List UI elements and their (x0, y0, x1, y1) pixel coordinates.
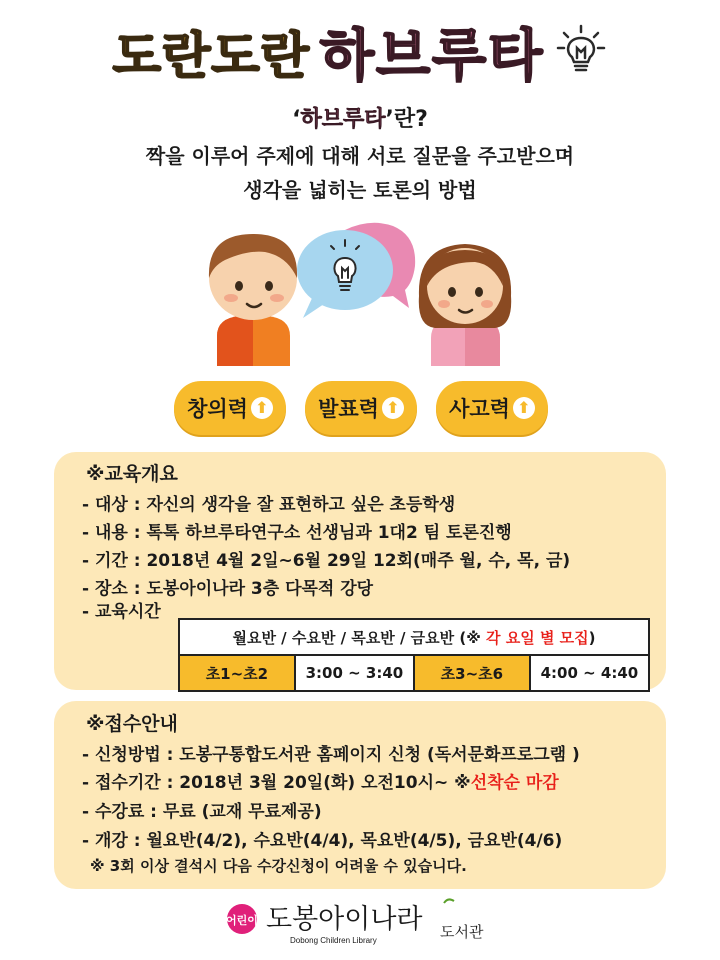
boy-figure (209, 234, 297, 366)
arrow-up-icon: ⬆ (251, 397, 273, 419)
illustration (195, 216, 525, 370)
arrow-up-icon: ⬆ (382, 397, 404, 419)
badge-label: 발표력 (318, 397, 379, 421)
leaf-icon (444, 899, 454, 903)
definition-line-2: 생각을 넓히는 토론의 방법 (243, 178, 477, 202)
girl-figure (419, 244, 511, 366)
badge-creativity (174, 381, 286, 435)
registration-title: ※접수안내 (86, 713, 178, 735)
definition-term: 하브루타 (300, 107, 386, 132)
table-row (179, 619, 649, 655)
registration-period: - 접수기간 : 2018년 3월 20일(화) 오전10시~ ※선착순 마감 (82, 773, 559, 793)
overview-content: - 내용 : 톡톡 하브루타연구소 선생님과 1대2 팀 토론진행 (82, 523, 512, 543)
absence-note: ※ 3회 이상 결석시 다음 수강신청이 어려울 수 있습니다. (90, 857, 467, 875)
registration-fee: - 수강료 : 무료 (교재 무료제공) (82, 802, 322, 822)
definition-question (0, 102, 720, 133)
speech-bubbles (297, 223, 415, 318)
table-cell: 3:00 ~ 3:40 (295, 655, 414, 691)
overview-time-label: - 교육시간 (82, 602, 161, 622)
first-come-note: 선착순 마감 (470, 773, 559, 793)
badge-presentation (305, 381, 417, 435)
definition-line-1: 짝을 이루어 주제에 대해 서로 질문을 주고받으며 (145, 144, 575, 168)
table-header: 월요반 / 수요반 / 목요반 / 금요반 (※ 각 요일 별 모집) (179, 619, 649, 655)
overview-place: - 장소 : 도봉아이나라 3층 다목적 강당 (82, 579, 374, 599)
quote-open: ‘ (292, 107, 301, 132)
library-suffix: 도서관 (440, 923, 484, 941)
title-part-1: 도란도란 (112, 27, 310, 85)
poster-title (0, 12, 720, 92)
table-cell: 4:00 ~ 4:40 (530, 655, 649, 691)
registration-opening: - 개강 : 월요반(4/2), 수요반(4/4), 목요반(4/5), 금요반(4/6) (82, 831, 563, 851)
arrow-up-icon: ⬆ (513, 397, 535, 419)
badge-label: 창의력 (187, 397, 248, 421)
overview-target: - 대상 : 자신의 생각을 잘 표현하고 싶은 초등학생 (82, 495, 456, 515)
overview-period: - 기간 : 2018년 4월 2일~6월 29일 12회(매주 월, 수, 목, 금) (82, 551, 571, 571)
badge-label: 사고력 (449, 397, 510, 421)
library-name: 도봉아이나라 (266, 904, 423, 935)
emblem-text: 어린이 (226, 914, 258, 927)
table-cell: 초1~초2 (179, 655, 295, 691)
registration-method: - 신청방법 : 도봉구통합도서관 홈페이지 신청 (독서문화프로그램 ) (82, 745, 580, 765)
schedule-table (178, 618, 650, 692)
badge-thinking (436, 381, 548, 435)
lightbulb-icon (555, 24, 607, 80)
library-subname: Dobong Children Library (290, 936, 377, 945)
table-cell: 초3~초6 (414, 655, 530, 691)
title-part-2: 하브루타 (319, 24, 545, 89)
quote-rest: ’란? (385, 107, 428, 132)
library-logo (226, 897, 506, 953)
table-row (179, 655, 649, 691)
recruit-note: 각 요일 별 모집 (486, 628, 589, 647)
overview-title: ※교육개요 (86, 463, 178, 485)
